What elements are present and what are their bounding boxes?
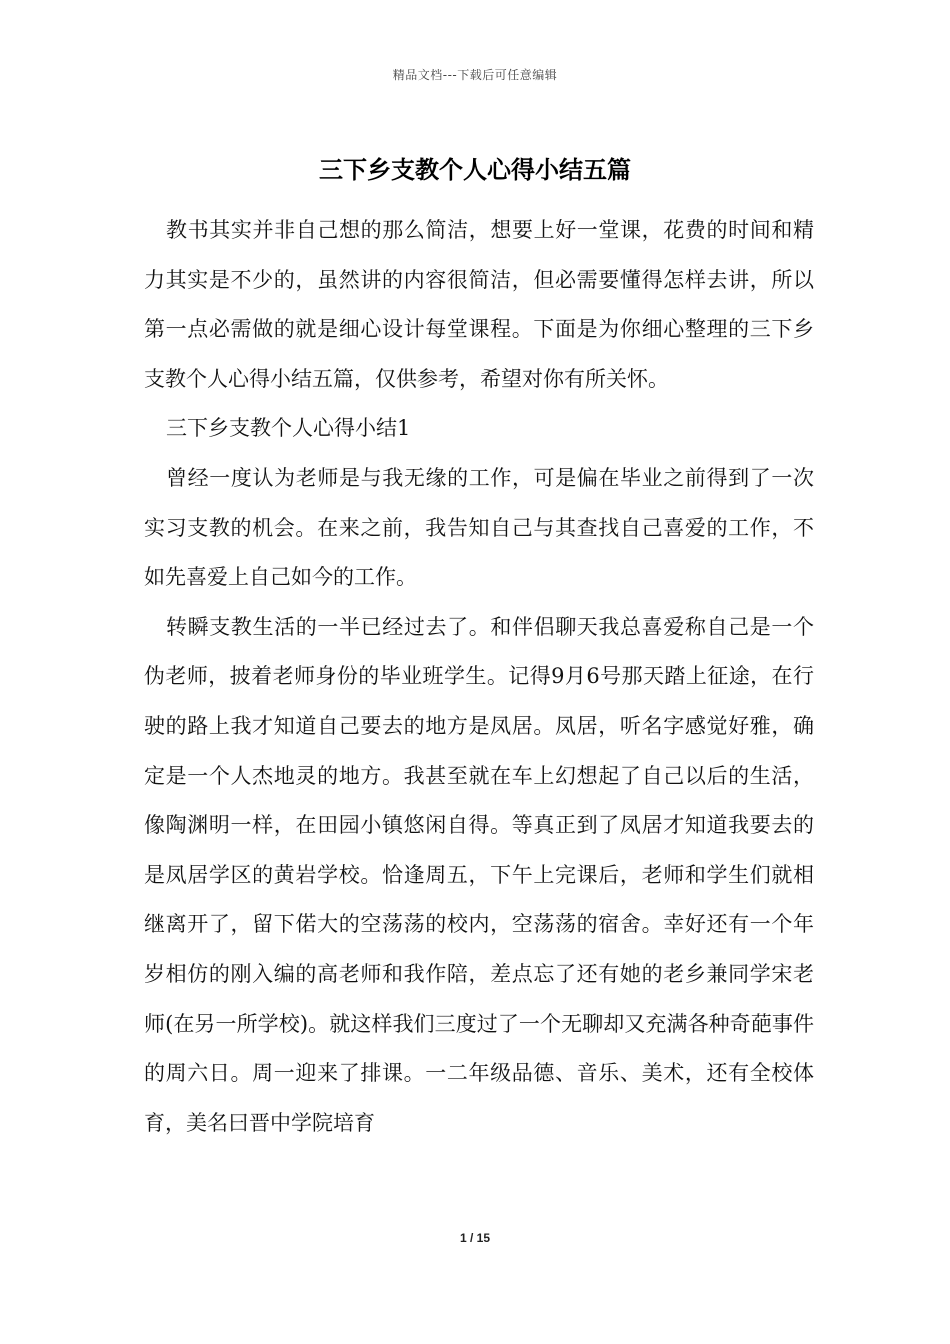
intro-paragraph: 教书其实并非自己想的那么简洁，想要上好一堂课，花费的时间和精力其实是不少的，虽然讲的内容很简洁，但必需要懂得怎样去讲，所以第一点必需做的就是细心设计每堂课程。下面是为你细心整理的三下乡支教个人心得小结五篇，仅供参考，希望对你有所关怀。 [144,218,814,391]
document-title: 三下乡支教个人心得小结五篇 [319,156,631,184]
page-number: 1 / 15 [459,1231,491,1245]
document-body [144,206,814,1148]
section-heading: 三下乡支教个人心得小结1 [166,416,411,441]
body-paragraph: 转瞬支教生活的一半已经过去了。和伴侣聊天我总喜爱称自己是一个伪老师，披着老师身份的毕业班学生。记得9月6号那天踏上征途，在行驶的路上我才知道自己要去的地方是凤居。凤居，听名字感觉好雅，确定是一个人杰地灵的地方。我甚至就在车上幻想起了自己以后的生活，像陶渊明一样，在田园小镇悠闲自得。等真正到了凤居才知道我要去的是凤居学区的黄岩学校。恰逢周五，下午上完课后，老师和学生们就相继离开了，留下偌大的空荡荡的校内，空荡荡的宿舍。幸好还有一个年岁相仿的刚入编的高老师和我作陪，差点忘了还有她的老乡兼同学宋老师(在另一所学校)。就这样我们三度过了一个无聊却又充满各种奇葩事件的周六日。周一迎来了排课。一二年级品德、音乐、美术，还有全校体育，美名曰晋中学院培育 [144,614,814,1135]
header-note: 精品文档---下载后可任意编辑 [392,68,558,82]
body-paragraph: 曾经一度认为老师是与我无缘的工作，可是偏在毕业之前得到了一次实习支教的机会。在来之前，我告知自己与其查找自己喜爱的工作，不如先喜爱上自己如今的工作。 [144,465,814,590]
